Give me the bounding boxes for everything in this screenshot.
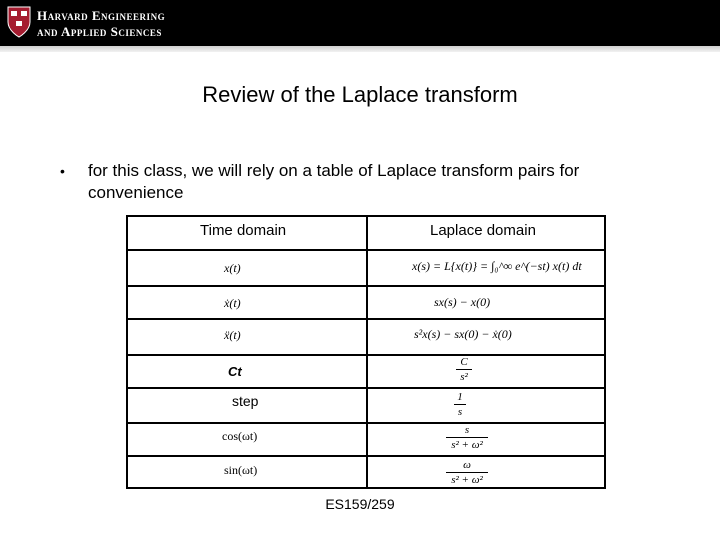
row-divider (128, 422, 604, 424)
laplace-cell: x(s) = L{x(t)} = ∫₀^∞ e^(−st) x(t) dt (412, 259, 582, 273)
fraction-numerator: 1 (457, 391, 463, 403)
laplace-fraction (446, 459, 488, 486)
header-divider (0, 46, 720, 52)
laplace-table (126, 215, 606, 489)
row-divider (128, 249, 604, 251)
time-cell: Ct (228, 364, 242, 379)
time-cell: step (232, 393, 259, 409)
laplace-fraction (446, 424, 488, 451)
fraction-numerator: C (460, 356, 468, 368)
row-divider (128, 285, 604, 287)
harvard-shield-icon (7, 6, 31, 38)
row-divider (128, 387, 604, 389)
time-cell: x(t) (224, 261, 241, 275)
row-divider (128, 318, 604, 320)
fraction-denominator: s² + ω² (451, 474, 483, 486)
bullet-text: for this class, we will rely on a table of Laplace transform pairs for convenience (88, 161, 580, 202)
header-time-domain: Time domain (200, 222, 287, 239)
fraction-denominator: s (457, 406, 463, 418)
time-cell: sin(ωt) (224, 463, 258, 477)
fraction-numerator: ω (463, 459, 471, 471)
column-divider (366, 217, 368, 487)
fraction-bar (446, 437, 488, 438)
laplace-fraction (454, 391, 466, 418)
laplace-fraction (456, 356, 472, 383)
bullet-marker: • (60, 163, 65, 179)
time-cell: ẍ(t) (224, 328, 241, 342)
fraction-denominator: s² + ω² (451, 439, 483, 451)
time-cell: cos(ωt) (222, 429, 258, 443)
slide-title: Review of the Laplace transform (202, 82, 518, 107)
header-bar (0, 0, 720, 46)
laplace-cell: s²x(s) − sx(0) − ẋ(0) (414, 327, 512, 341)
fraction-bar (446, 472, 488, 473)
logo-line-1: Harvard Engineering (37, 8, 166, 23)
logo-text (37, 8, 165, 40)
row-divider (128, 354, 604, 356)
footer-course-code: ES159/259 (325, 496, 395, 512)
fraction-denominator: s² (460, 371, 468, 383)
row-divider (128, 455, 604, 457)
fraction-bar (454, 404, 466, 405)
fraction-numerator: s (464, 424, 470, 436)
laplace-cell: sx(s) − x(0) (434, 295, 491, 309)
fraction-bar (456, 369, 472, 370)
time-cell: ẋ(t) (224, 296, 241, 310)
header-laplace-domain: Laplace domain (430, 222, 536, 239)
logo-line-2: and Applied Sciences (37, 24, 162, 39)
